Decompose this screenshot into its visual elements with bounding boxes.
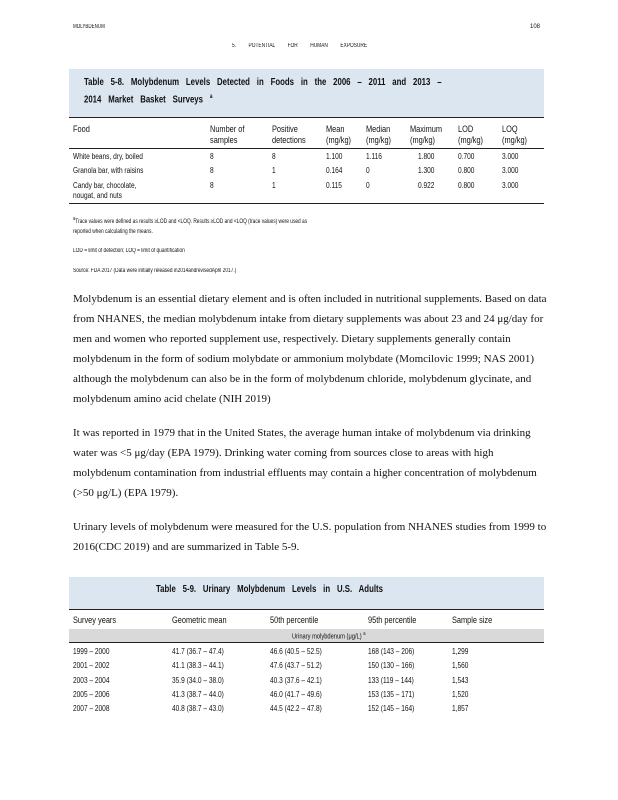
table-5-8-source: Source: FDA 2017 (Data were initially released in2014andrevisedApril 2017.) — [73, 268, 237, 274]
table-5-8-footnote: $^a$Trace values were defined as results ≥LOD and <LOQ. Results ≥LOD and <LOQ (trace values) were used as reported when calculating the means. — [73, 216, 308, 235]
col-sample-size: Sample size — [452, 615, 493, 625]
chapter-title: 5. POTENTIAL FOR HUMAN EXPOSURE — [232, 43, 368, 49]
table-5-9-caption: Table 5-9. Urinary Molybdenum Levels in U.S. Adults — [156, 584, 383, 595]
col-loq: LOQ (mg/kg) — [502, 124, 528, 145]
col-geometric-mean: Geometric mean — [172, 615, 227, 625]
page-number: 108 — [530, 24, 541, 30]
col-95th-percentile: 95th percentile — [368, 615, 417, 625]
paragraph-drinking-water: It was reported in 1979 that in the United States, the average human intake of molybdenum via drinking water was <5 μg/day (EPA 1979). Drinking water coming from sources close to areas with high molybdenum contamination from industrial effluents may contain a higher concentration of molybdenum (>50 μg/L) (EPA 1979). — [73, 427, 537, 499]
col-survey-years: Survey years — [73, 615, 117, 625]
table-5-9-top-rule — [69, 609, 544, 610]
col-maximum: Maximum (mg/kg) — [410, 124, 442, 145]
running-title: MOLYBDENUM — [73, 24, 105, 30]
col-samples: Number of samples — [210, 124, 245, 145]
table-5-8-caption — [84, 76, 442, 107]
table-5-9-subheader: Urinary molybdenum (μg/L) $^a$ — [292, 631, 366, 641]
paragraph-urinary-levels: Urinary levels of molybdenum were measured for the U.S. population from NHANES studies from 1999 to 2016(CDC 2019) and are summarized in Table 5-9. — [73, 521, 547, 553]
table-5-8-abbreviations: LOD = limit of detection; LOQ = limit of quantification — [73, 248, 185, 254]
table-5-8-header-rule — [69, 148, 544, 149]
col-median: Median (mg/kg) — [366, 124, 392, 145]
col-lod: LOD (mg/kg) — [458, 124, 484, 145]
col-positive: Positive detections — [272, 124, 306, 145]
table-5-8-caption-line2: 2014 Market Basket Surveys $^a$ — [84, 94, 213, 106]
table-5-8-bottom-rule — [69, 203, 544, 204]
paragraph-supplements: Molybdenum is an essential dietary element and is often included in nutritional supplements. Based on data from NHANES, the median molybdenum intake from dietary supplements was about 23 and 24 μg/day for men and women who reported supplement use, respectively. Dietary supplements generally contain molybdenum in the form of sodium molybdate or ammonium molybdate (Momcilovic 1999; NAS 2001) although the molybdenum can also be in the form of molybdenum chloride, molybdenum glycinate, and molybdenum amino acid chelate (NIH 2019) — [73, 293, 547, 405]
col-50th-percentile: 50th percentile — [270, 615, 319, 625]
table-5-8-top-rule — [69, 117, 544, 118]
col-mean: Mean (mg/kg) — [326, 124, 352, 145]
table-5-9-subheader-rule — [69, 642, 544, 643]
table-5-8-caption-line1: Table 5-8. Molybdenum Levels Detected in Foods in the 2006 – 2011 and 2013 – — [84, 77, 442, 88]
col-food: Food — [73, 124, 90, 134]
